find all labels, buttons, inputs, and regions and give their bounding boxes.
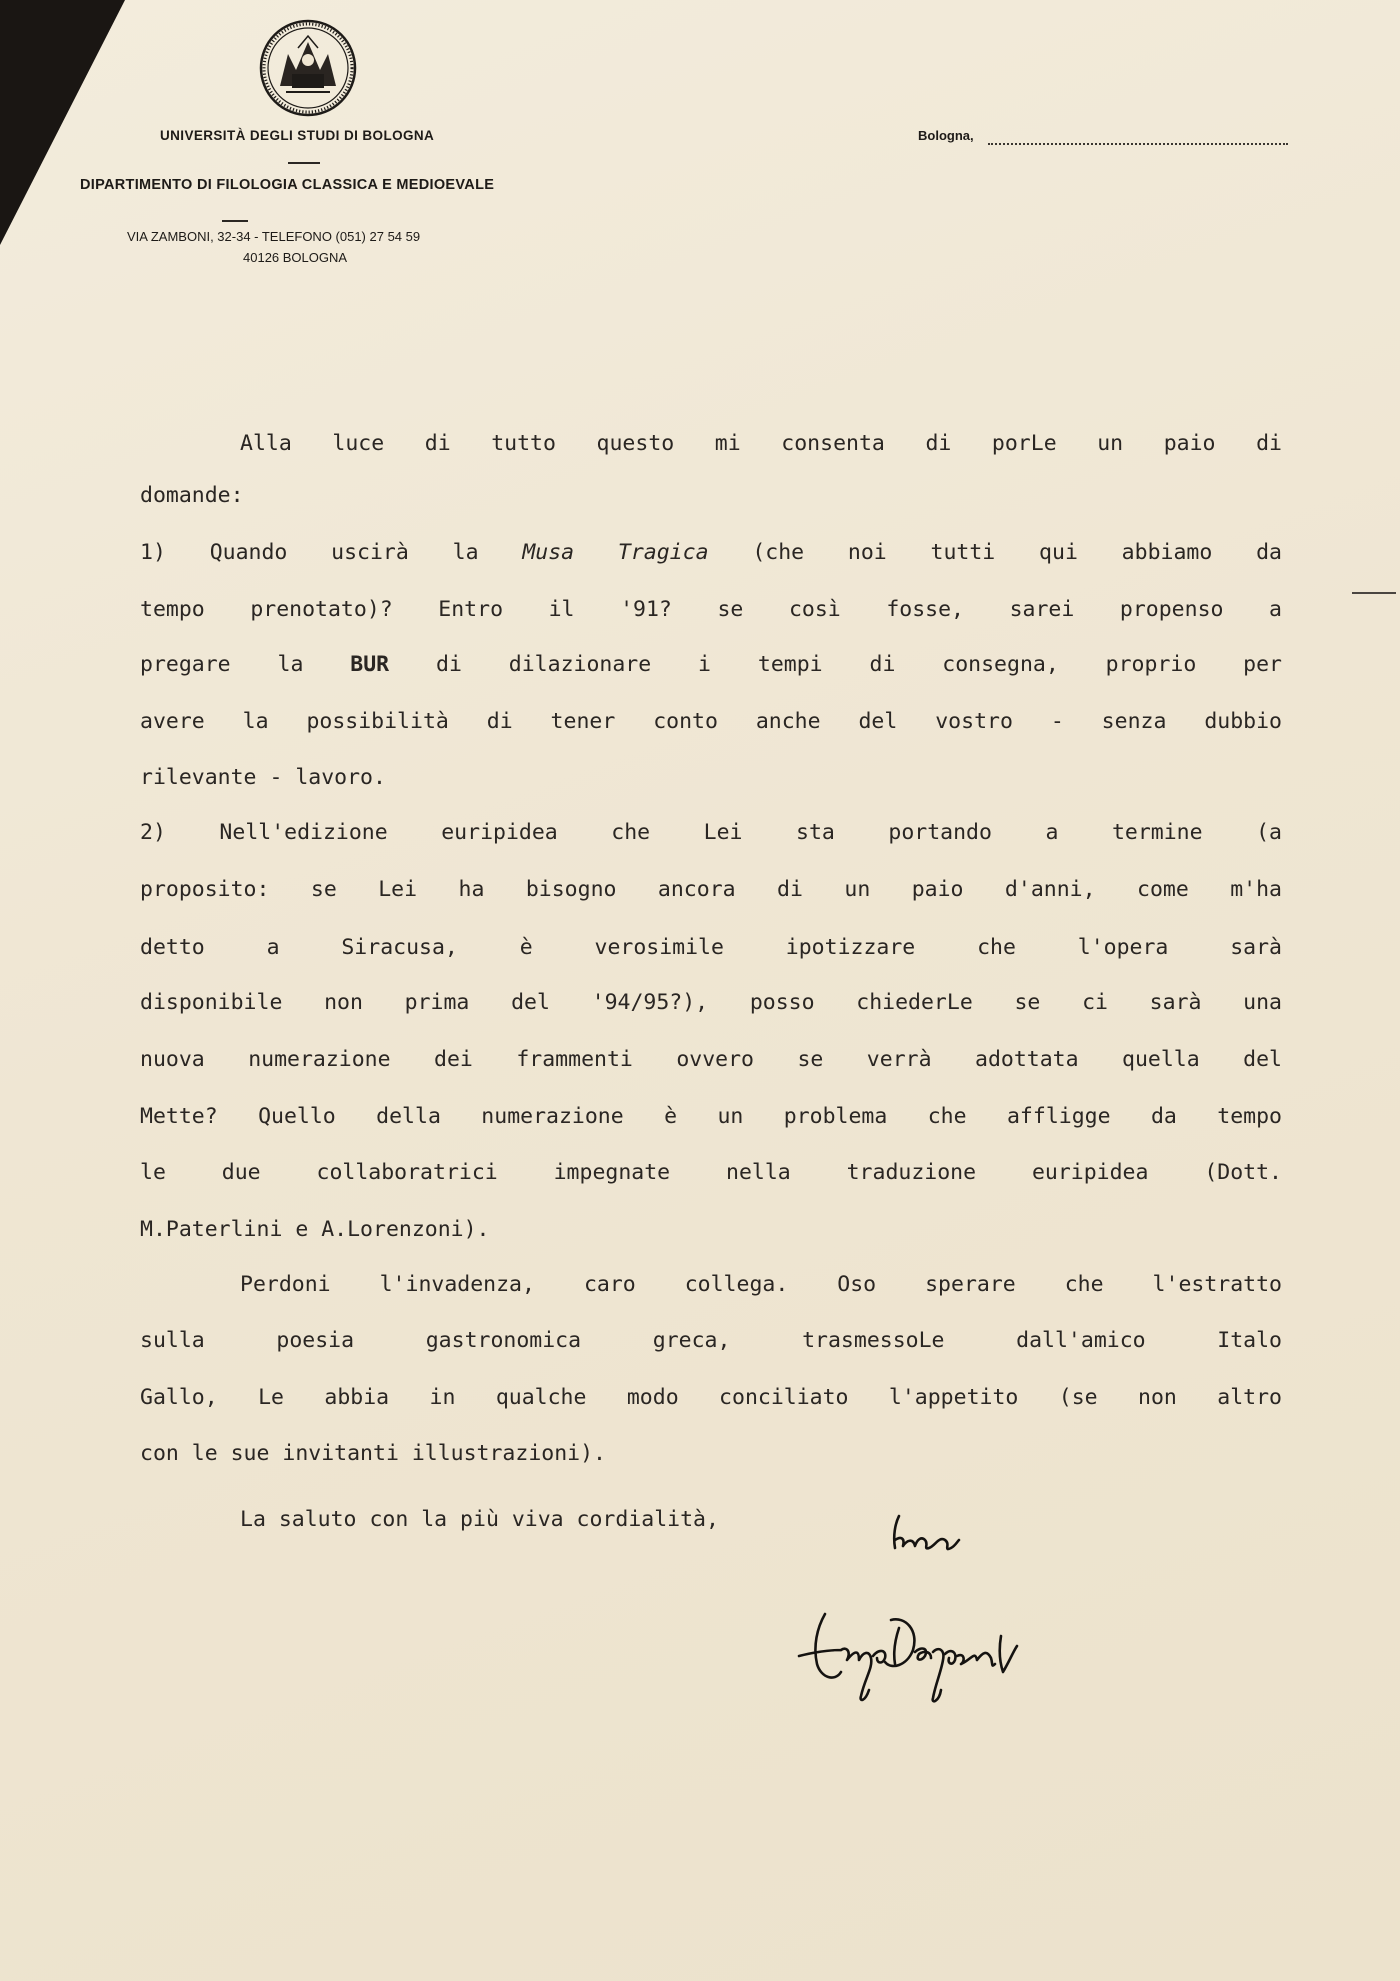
text-segment: con le sue invitanti illustrazioni). bbox=[140, 1441, 606, 1466]
letterhead-divider bbox=[288, 162, 320, 164]
text-segment: Mette? Quello della numerazione è un problema che affligge da tempo bbox=[140, 1104, 1282, 1129]
letter-line bbox=[140, 928, 1282, 968]
text-segment: BUR bbox=[350, 652, 390, 677]
letter-line bbox=[140, 1153, 1282, 1193]
letter-line bbox=[140, 1097, 1282, 1137]
text-segment: le due collaboratrici impegnate nella traduzione euripidea (Dott. bbox=[140, 1160, 1282, 1185]
date-line bbox=[988, 143, 1288, 145]
text-segment: M.Paterlini e A.Lorenzoni). bbox=[140, 1217, 490, 1242]
letter-line bbox=[140, 758, 1282, 798]
letterhead-divider bbox=[222, 220, 248, 222]
letter-line bbox=[140, 702, 1282, 742]
text-segment: proposito: se Lei ha bisogno ancora di un paio d'anni, come m'ha bbox=[140, 877, 1282, 902]
letter-line bbox=[140, 1321, 1282, 1361]
text-segment: Musa Tragica bbox=[522, 540, 709, 565]
department-name: DIPARTIMENTO DI FILOLOGIA CLASSICA E MEDIOEVALE bbox=[80, 177, 495, 193]
letter-line bbox=[140, 1378, 1282, 1418]
letter-line bbox=[140, 813, 1282, 853]
date-label: Bologna, bbox=[918, 128, 974, 143]
text-segment: 2) Nell'edizione euripidea che Lei sta portando a termine (a bbox=[140, 820, 1282, 845]
address: VIA ZAMBONI, 32-34 - TELEFONO (051) 27 54 59 bbox=[127, 229, 421, 244]
text-segment: pregare la bbox=[140, 652, 351, 677]
letter-line bbox=[140, 1434, 1282, 1474]
text-segment: di dilazionare i tempi di consegna, proprio per bbox=[389, 652, 1282, 677]
letter-line bbox=[140, 590, 1282, 630]
text-segment: Gallo, Le abbia in qualche modo conciliato l'appetito (se non altro bbox=[140, 1385, 1282, 1410]
letter-line bbox=[240, 424, 1282, 464]
text-segment: La saluto con la più viva cordialità, bbox=[240, 1507, 719, 1532]
margin-mark bbox=[1352, 592, 1396, 594]
letter-line bbox=[240, 1265, 1282, 1305]
letter-line bbox=[140, 870, 1282, 910]
text-segment: tempo prenotato)? Entro il '91? se così fosse, sarei propenso a bbox=[140, 597, 1282, 622]
text-segment: nuova numerazione dei frammenti ovvero se verrà adottata quella del bbox=[140, 1047, 1282, 1072]
text-segment: rilevante - lavoro. bbox=[140, 765, 386, 790]
text-segment: disponibile non prima del '94/95?), posso chiederLe se ci sarà una bbox=[140, 990, 1282, 1015]
letter-line bbox=[140, 533, 1282, 573]
text-segment: sulla poesia gastronomica greca, trasmessoLe dall'amico Italo bbox=[140, 1328, 1282, 1353]
folded-corner bbox=[0, 0, 125, 245]
text-segment: (che noi tutti qui abbiamo da bbox=[708, 540, 1282, 565]
letter-line bbox=[140, 1040, 1282, 1080]
university-seal-icon bbox=[258, 18, 358, 118]
text-segment: domande: bbox=[140, 483, 244, 508]
university-name: UNIVERSITÀ DEGLI STUDI DI BOLOGNA bbox=[160, 128, 435, 143]
city-postcode: 40126 BOLOGNA bbox=[243, 250, 348, 265]
letter-line bbox=[140, 983, 1282, 1023]
text-segment: detto a Siracusa, è verosimile ipotizzare che l'opera sarà bbox=[140, 935, 1282, 960]
letter-line bbox=[140, 645, 1282, 685]
signature-full bbox=[795, 1606, 1085, 1706]
letter-line bbox=[140, 476, 1282, 516]
text-segment: 1) Quando uscirà la bbox=[140, 540, 523, 565]
letter-line bbox=[240, 1500, 1282, 1540]
text-segment: Alla luce di tutto questo mi consenta di porLe un paio di bbox=[240, 431, 1282, 456]
signature-short bbox=[885, 1510, 965, 1556]
letter-line bbox=[140, 1210, 1282, 1250]
text-segment: Perdoni l'invadenza, caro collega. Oso sperare che l'estratto bbox=[240, 1272, 1282, 1297]
text-segment: avere la possibilità di tener conto anche del vostro - senza dubbio bbox=[140, 709, 1282, 734]
